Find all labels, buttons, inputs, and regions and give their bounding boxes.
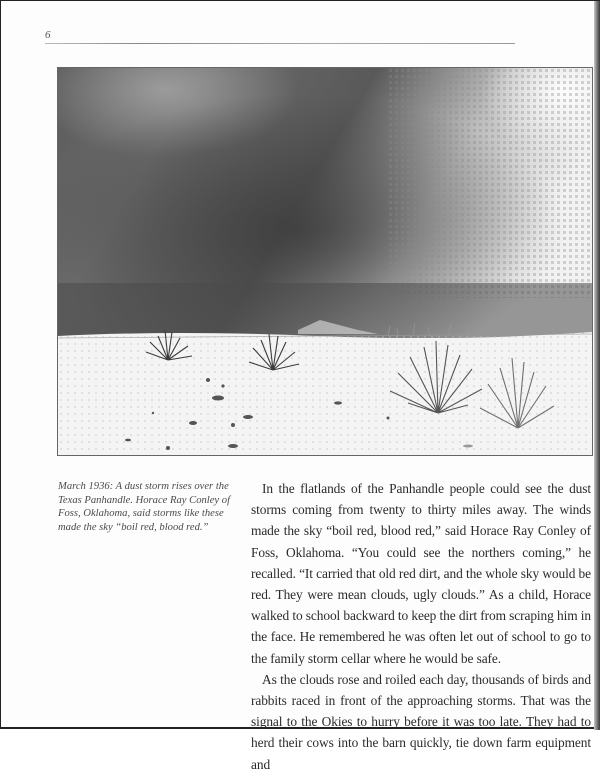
body-text [251, 478, 591, 775]
header-rule [45, 43, 515, 44]
dust-storm-photo [57, 67, 593, 456]
page-binding-edge [594, 1, 600, 730]
photo-image [58, 68, 592, 455]
page-number: 6 [45, 29, 51, 41]
paragraph: As the clouds rose and roiled each day, thousands of birds and rabbits raced in front of the approaching storms. That was the signal to the Okies to hurry before it was too late. They had to herd their cows into the barn quickly, tie down farm equipment and [251, 671, 591, 772]
paragraph: In the flatlands of the Panhandle people could see the dust storms coming from twenty to thirty miles away. The winds made the sky “boil red, blood red,” said Horace Ray Conley of Foss, Oklahoma. “You could see the northers coming,” he recalled. “It carried that old red dirt, and the whole sky would be red. They were mean clouds, ugly clouds.” As a child, Horace walked to school backward to keep the dirt from scraping him in the face. He remembered he was often let out of school to go to the family storm cellar where he would be safe. [251, 481, 591, 666]
photo-caption: March 1936: A dust storm rises over the Texas Panhandle. Horace Ray Conley of Foss, Oklahoma, said storms like these made the sky “boil red, blood red.” [58, 481, 231, 533]
